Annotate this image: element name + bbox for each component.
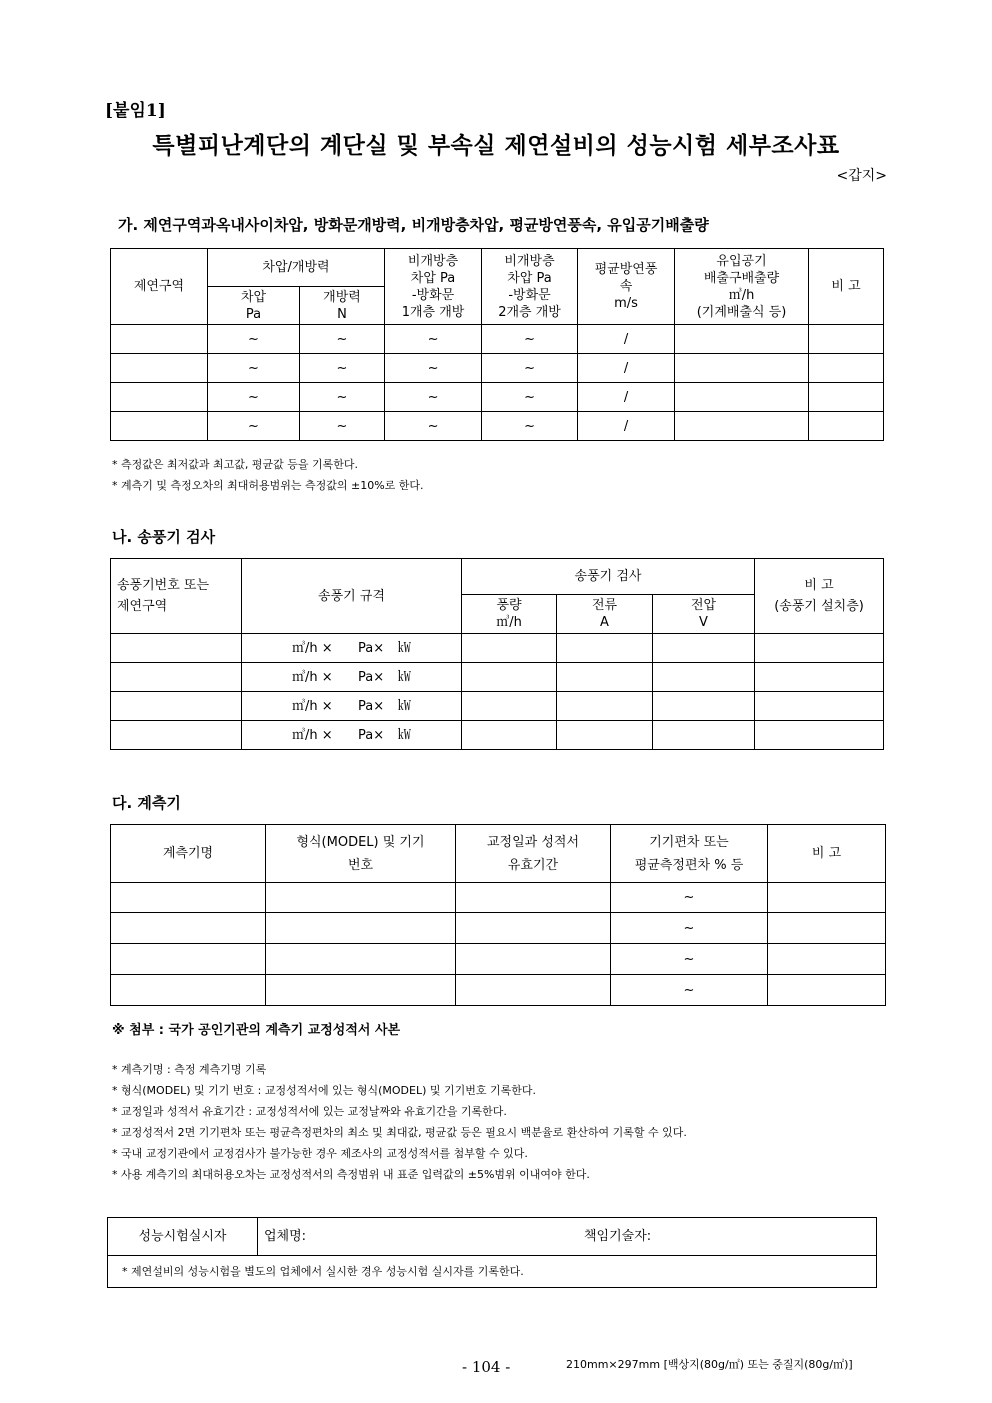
section-a-heading: 가. 제연구역과옥내사이차압, 방화문개방력, 비개방층차압, 평균방연풍속, 유입공기배출량 [118,216,709,234]
section-c-note: * 형식(MODEL) 및 기기 번호 : 교정성적서에 있는 형식(MODEL) 및 기기번호 기록한다. [112,1084,537,1097]
header-zone: 제연구역 [111,249,208,325]
header-opening-force: 개방력 N [300,287,385,325]
section-b-table [110,558,884,750]
header-fan-number: 송풍기번호 또는 제연구역 [111,559,242,634]
company-label: 업체명: [264,1229,307,1244]
header-inlet-air: 유입공기 배출구배출량 ㎥/h (기계배출식 등) [675,249,809,325]
header-pressure-group: 차압/개방력 [208,249,385,287]
page-number: - 104 - [462,1358,511,1376]
table-row: ㎥/h × Pa× ㎾ [111,634,884,663]
table-row: ~ ~ ~ ~ / [111,412,884,441]
table-row: ~ [111,975,886,1006]
table-row: ~ ~ ~ ~ / [111,354,884,383]
header-remark: 비 고 [768,825,886,883]
section-a-note: * 측정값은 최저값과 최고값, 평균값 등을 기록한다. [112,458,358,471]
performer-fields[interactable] [258,1218,877,1256]
table-row: ~ ~ ~ ~ / [111,325,884,354]
header-instrument-name: 계측기명 [111,825,266,883]
section-c-note: * 교정성적서 2면 기기편차 또는 평균측정편차의 최소 및 최대값, 평균값 등은 필요시 백분율로 환산하여 기록할 수 있다. [112,1126,687,1139]
header-fan-spec: 송풍기 규격 [242,559,462,634]
performer-note: * 제연설비의 성능시험을 별도의 업체에서 실시한 경우 성능시험 실시자를 기록한다. [108,1256,877,1288]
table-row: ~ ~ ~ ~ / [111,383,884,412]
section-c-heading: 다. 계측기 [112,794,181,812]
header-deviation: 기기편차 또는 평균측정편차 % 등 [611,825,768,883]
section-c-note: * 계측기명 : 측정 계측기명 기록 [112,1063,267,1076]
attachment-note: ※ 첨부 : 국가 공인기관의 계측기 교정성적서 사본 [112,1023,401,1038]
section-c-note: * 사용 계측기의 최대허용오차는 교정성적서의 측정범위 내 표준 입력값의 ±5%범위 이내여야 한다. [112,1168,590,1181]
section-a-note: * 계측기 및 측정오차의 최대허용범위는 측정값의 ±10%로 한다. [112,479,424,492]
header-nonopen-1floor: 비개방층 차압 Pa -방화문 1개층 개방 [385,249,482,325]
header-current: 전류 A [557,595,653,634]
attachment-label: [붙임1] [105,101,166,121]
table-row: ~ [111,913,886,944]
table-row: ~ [111,944,886,975]
section-c-notes [112,1063,687,1189]
paper-spec: 210mm×297mm [백상지(80g/㎡) 또는 중질지(80g/㎡)] [566,1358,853,1371]
table-row: ㎥/h × Pa× ㎾ [111,692,884,721]
section-c-note: * 국내 교정기관에서 교정검사가 불가능한 경우 제조사의 교정성적서를 첨부할 수 있다. [112,1147,528,1160]
header-remark: 비 고 (송풍기 설치층) [755,559,884,634]
header-avg-velocity: 평균방연풍 속 m/s [578,249,675,325]
header-nonopen-2floor: 비개방층 차압 Pa -방화문 2개층 개방 [482,249,578,325]
section-c-note: * 교정일과 성적서 유효기간 : 교정성적서에 있는 교정날짜와 유효기간을 기록한다. [112,1105,507,1118]
performer-table [107,1217,877,1288]
page-title: 특별피난계단의 계단실 및 부속실 제연설비의 성능시험 세부조사표 [152,133,840,159]
engineer-label: 책임기술자: [584,1229,652,1244]
header-model: 형식(MODEL) 및 기기 번호 [266,825,456,883]
section-a-table [110,248,884,441]
header-diff-pressure: 차압 Pa [208,287,300,325]
header-remark: 비 고 [809,249,884,325]
table-row: ~ [111,883,886,913]
header-calibration: 교정일과 성적서 유효기간 [456,825,611,883]
section-c-table [110,824,886,1006]
header-voltage: 전압 V [653,595,755,634]
section-b-heading: 나. 송풍기 검사 [112,528,216,546]
table-row: ㎥/h × Pa× ㎾ [111,721,884,750]
performer-label: 성능시험실시자 [108,1218,258,1256]
header-fan-inspection: 송풍기 검사 [462,559,755,595]
header-flow: 풍량 ㎥/h [462,595,557,634]
table-row: ㎥/h × Pa× ㎾ [111,663,884,692]
form-type-label: <갑지> [836,168,887,184]
